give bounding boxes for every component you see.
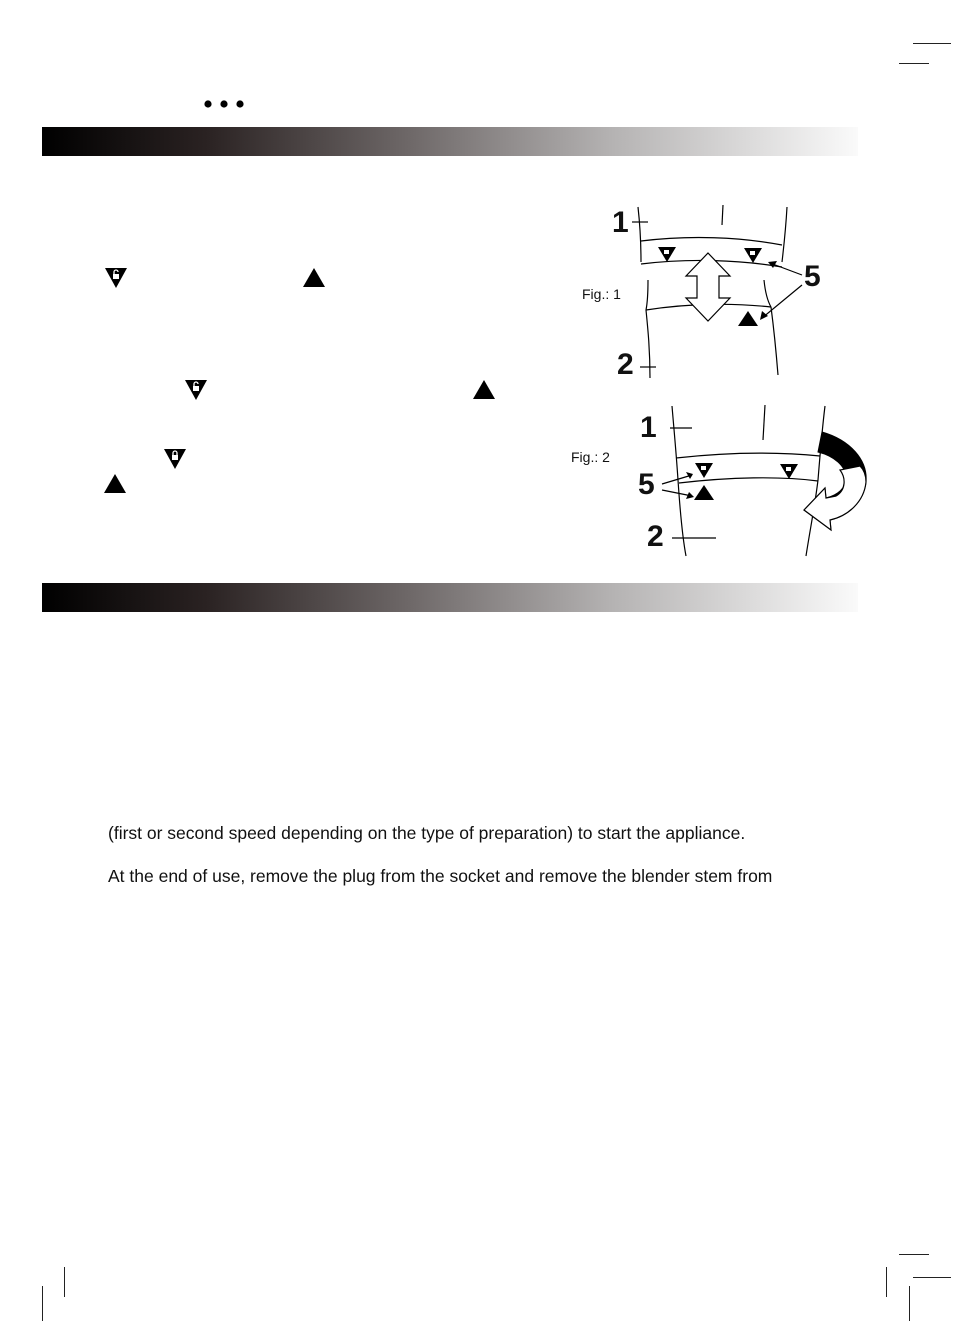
section-header-band-top [42,127,858,156]
fig1-label-5: 5 [804,260,821,293]
fig2-drawing [660,400,875,560]
crop-mark-top-right-2 [899,63,929,64]
fig2-caption: Fig.: 2 [571,449,610,465]
unlock-triangle-icon-2 [185,380,207,400]
fig1-label-1: 1 [612,206,629,239]
alignment-triangle-icon-3 [104,474,126,493]
crop-mark-bottom-right [899,1254,929,1255]
fig2-label-1: 1 [640,411,657,444]
crop-mark-bottom-left [64,1267,65,1297]
crop-mark-top-right [913,43,951,44]
fig1-drawing [600,195,860,385]
unlock-triangle-icon [105,268,127,288]
fig2-label-5: 5 [638,468,655,501]
fig1-caption: Fig.: 1 [582,286,621,302]
section-header-band-middle [42,583,858,612]
crop-mark-bottom-right-2 [913,1277,951,1278]
crop-mark-bottom-left-2 [42,1286,43,1321]
fig2-label-2: 2 [647,520,664,553]
instruction-line-end-of-use: At the end of use, remove the plug from the socket and remove the blender stem from [108,866,773,886]
lock-triangle-icon [164,449,186,469]
dots-ornament-icon [203,98,247,110]
instruction-line-speed: (first or second speed depending on the type of preparation) to start the appliance. [108,823,746,843]
alignment-triangle-icon [303,268,325,287]
crop-mark-bottom-right-v [886,1267,887,1297]
alignment-triangle-icon-2 [473,380,495,399]
crop-mark-bottom-right-v2 [909,1286,910,1321]
fig1-label-2: 2 [617,348,634,381]
